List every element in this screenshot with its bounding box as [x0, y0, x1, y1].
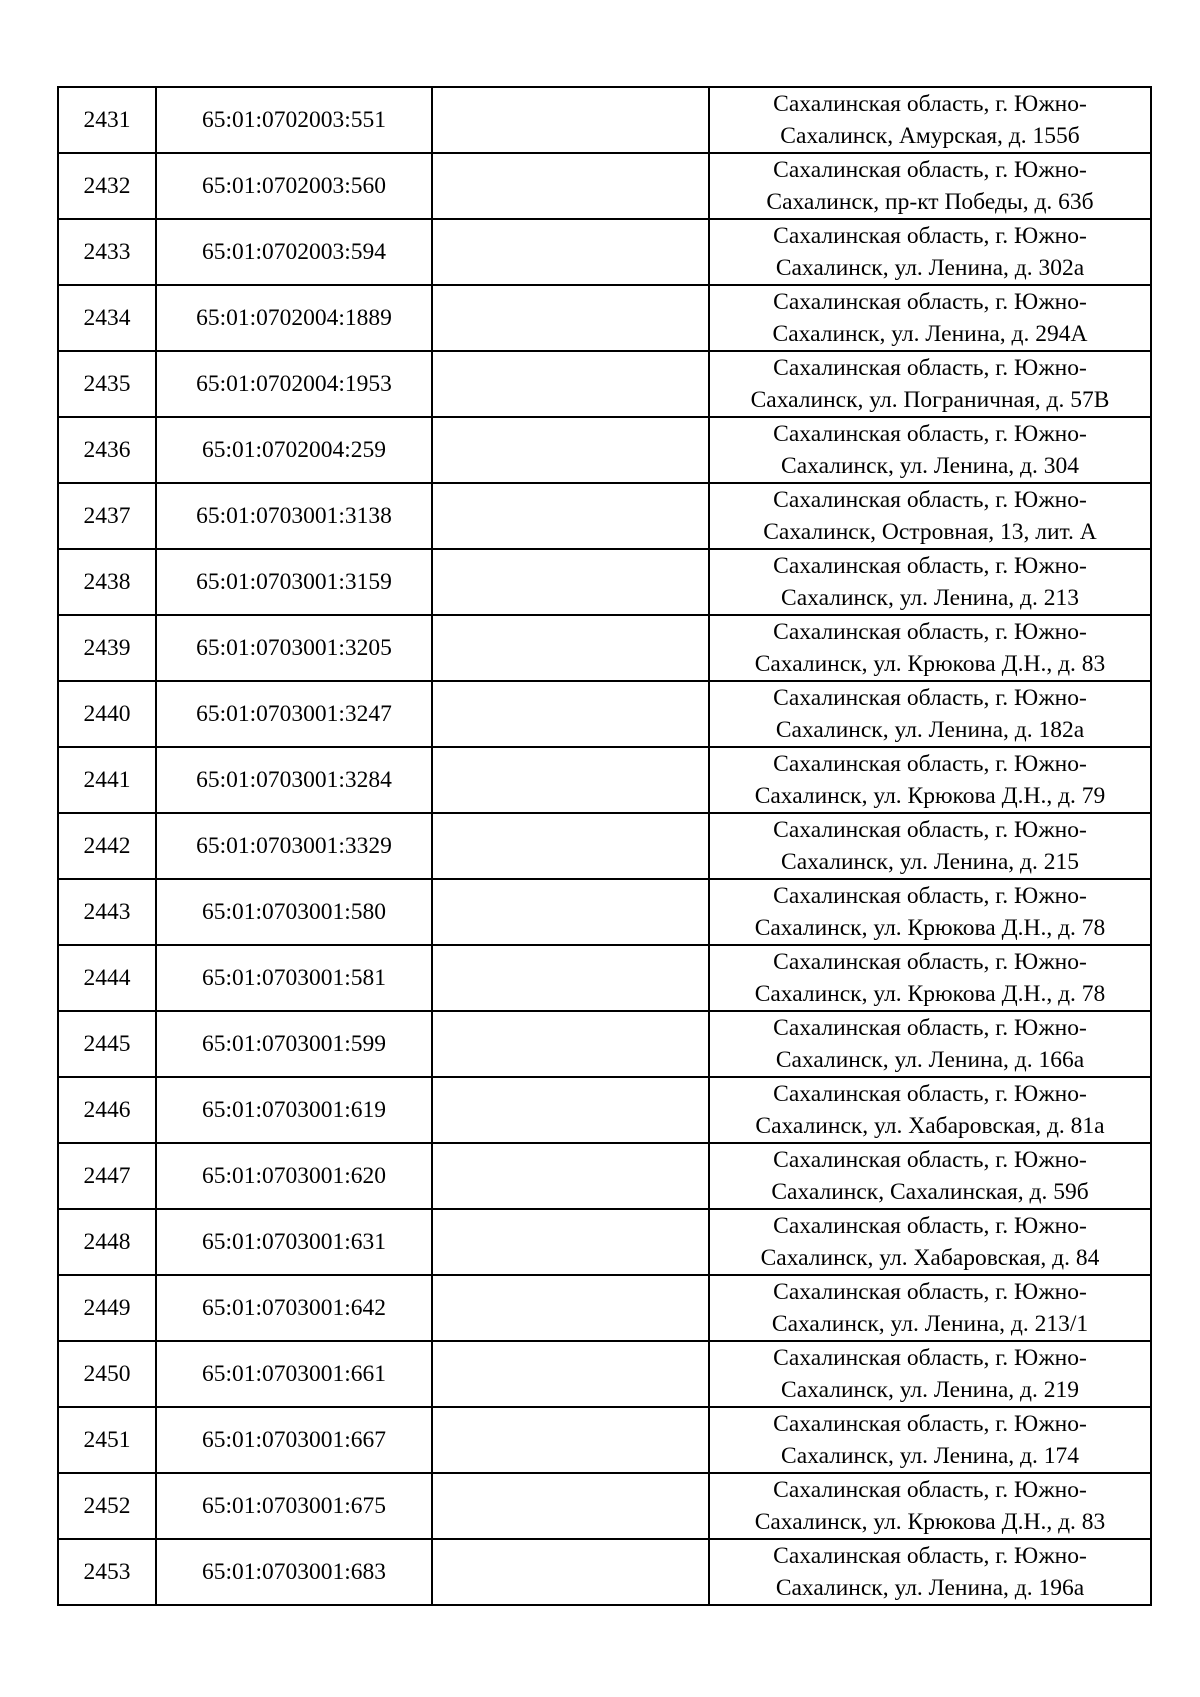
empty-cell	[432, 1341, 709, 1407]
empty-cell	[432, 879, 709, 945]
empty-cell	[432, 1077, 709, 1143]
address-line: Сахалинск, Сахалинская, д. 59б	[771, 1179, 1089, 1205]
row-number-cell: 2445	[58, 1011, 156, 1077]
address-line: Сахалинск, ул. Ленина, д. 213/1	[771, 1311, 1089, 1337]
row-number-cell: 2440	[58, 681, 156, 747]
row-number-cell: 2449	[58, 1275, 156, 1341]
empty-cell	[432, 1275, 709, 1341]
cadastral-number-cell: 65:01:0703001:675	[156, 1473, 432, 1539]
address-line: Сахалинская область, г. Южно-	[773, 751, 1087, 777]
address-line: Сахалинск, ул. Ленина, д. 196а	[775, 1575, 1085, 1601]
row-number-cell: 2431	[58, 87, 156, 153]
row-number-cell: 2432	[58, 153, 156, 219]
empty-cell	[432, 1011, 709, 1077]
row-number-cell: 2435	[58, 351, 156, 417]
address-line: Сахалинская область, г. Южно-	[773, 157, 1087, 183]
table-row	[58, 351, 1151, 417]
empty-cell	[432, 1143, 709, 1209]
row-number-cell: 2453	[58, 1539, 156, 1605]
address-line: Сахалинск, ул. Хабаровская, д. 84	[760, 1245, 1100, 1271]
cadastral-number-cell: 65:01:0702004:259	[156, 417, 432, 483]
row-number-cell: 2441	[58, 747, 156, 813]
address-line: Сахалинск, ул. Крюкова Д.Н., д. 79	[754, 783, 1106, 809]
address-line: Сахалинск, ул. Ленина, д. 182а	[775, 717, 1085, 743]
table-row	[58, 1341, 1151, 1407]
table-row	[58, 87, 1151, 153]
table-row	[58, 1473, 1151, 1539]
address-line: Сахалинск, ул. Ленина, д. 215	[781, 849, 1079, 875]
empty-cell	[432, 1473, 709, 1539]
cadastral-number-cell: 65:01:0703001:661	[156, 1341, 432, 1407]
address-line: Сахалинская область, г. Южно-	[773, 949, 1087, 975]
cadastral-number-cell: 65:01:0702003:560	[156, 153, 432, 219]
cadastral-number-cell: 65:01:0703001:581	[156, 945, 432, 1011]
address-cell	[709, 153, 1151, 219]
cadastral-number-cell: 65:01:0703001:631	[156, 1209, 432, 1275]
address-line: Сахалинск, ул. Пограничная, д. 57В	[750, 387, 1110, 413]
address-cell	[709, 219, 1151, 285]
address-cell	[709, 1407, 1151, 1473]
address-line: Сахалинск, пр-кт Победы, д. 63б	[766, 189, 1094, 215]
row-number-cell: 2442	[58, 813, 156, 879]
empty-cell	[432, 813, 709, 879]
table-row	[58, 1077, 1151, 1143]
address-line: Сахалинск, ул. Ленина, д. 213	[781, 585, 1079, 611]
cadastral-number-cell: 65:01:0703001:3159	[156, 549, 432, 615]
address-cell	[709, 1539, 1151, 1605]
cadastral-number-cell: 65:01:0703001:3247	[156, 681, 432, 747]
row-number-cell: 2444	[58, 945, 156, 1011]
empty-cell	[432, 1407, 709, 1473]
cadastral-number-cell: 65:01:0703001:620	[156, 1143, 432, 1209]
cadastral-number-cell: 65:01:0703001:3138	[156, 483, 432, 549]
row-number-cell: 2452	[58, 1473, 156, 1539]
empty-cell	[432, 1539, 709, 1605]
row-number-cell: 2447	[58, 1143, 156, 1209]
row-number-cell: 2439	[58, 615, 156, 681]
empty-cell	[432, 681, 709, 747]
cadastral-number-cell: 65:01:0703001:619	[156, 1077, 432, 1143]
empty-cell	[432, 945, 709, 1011]
address-line: Сахалинск, ул. Ленина, д. 304	[781, 453, 1079, 479]
address-line: Сахалинск, Островная, 13, лит. А	[763, 519, 1097, 545]
empty-cell	[432, 615, 709, 681]
empty-cell	[432, 417, 709, 483]
address-line: Сахалинская область, г. Южно-	[773, 223, 1087, 249]
address-line: Сахалинская область, г. Южно-	[773, 1477, 1087, 1503]
address-line: Сахалинская область, г. Южно-	[773, 1411, 1087, 1437]
address-line: Сахалинская область, г. Южно-	[773, 421, 1087, 447]
row-number-cell: 2446	[58, 1077, 156, 1143]
address-line: Сахалинск, Амурская, д. 155б	[780, 123, 1080, 149]
empty-cell	[432, 351, 709, 417]
address-cell	[709, 813, 1151, 879]
address-line: Сахалинск, ул. Крюкова Д.Н., д. 78	[754, 915, 1106, 941]
address-line: Сахалинская область, г. Южно-	[773, 487, 1087, 513]
property-table	[57, 86, 1152, 1606]
address-line: Сахалинская область, г. Южно-	[773, 355, 1087, 381]
address-line: Сахалинск, ул. Крюкова Д.Н., д. 78	[754, 981, 1106, 1007]
table-row	[58, 1011, 1151, 1077]
table-row	[58, 219, 1151, 285]
cadastral-number-cell: 65:01:0703001:3205	[156, 615, 432, 681]
address-line: Сахалинская область, г. Южно-	[773, 553, 1087, 579]
cadastral-number-cell: 65:01:0702004:1953	[156, 351, 432, 417]
address-cell	[709, 1209, 1151, 1275]
address-line: Сахалинск, ул. Крюкова Д.Н., д. 83	[754, 1509, 1106, 1535]
address-cell	[709, 1011, 1151, 1077]
address-cell	[709, 1077, 1151, 1143]
row-number-cell: 2438	[58, 549, 156, 615]
address-cell	[709, 1143, 1151, 1209]
address-line: Сахалинская область, г. Южно-	[773, 1213, 1087, 1239]
row-number-cell: 2443	[58, 879, 156, 945]
row-number-cell: 2434	[58, 285, 156, 351]
address-line: Сахалинск, ул. Ленина, д. 302а	[775, 255, 1085, 281]
address-line: Сахалинск, ул. Ленина, д. 166а	[775, 1047, 1085, 1073]
empty-cell	[432, 747, 709, 813]
property-table-body	[58, 87, 1151, 1605]
empty-cell	[432, 87, 709, 153]
empty-cell	[432, 219, 709, 285]
address-line: Сахалинская область, г. Южно-	[773, 685, 1087, 711]
address-cell	[709, 945, 1151, 1011]
address-line: Сахалинская область, г. Южно-	[773, 1015, 1087, 1041]
address-cell	[709, 1275, 1151, 1341]
row-number-cell: 2451	[58, 1407, 156, 1473]
table-row	[58, 549, 1151, 615]
cadastral-number-cell: 65:01:0703001:3329	[156, 813, 432, 879]
address-cell	[709, 1341, 1151, 1407]
cadastral-number-cell: 65:01:0702003:551	[156, 87, 432, 153]
table-row	[58, 681, 1151, 747]
address-cell	[709, 747, 1151, 813]
row-number-cell: 2450	[58, 1341, 156, 1407]
address-line: Сахалинская область, г. Южно-	[773, 289, 1087, 315]
table-row	[58, 483, 1151, 549]
address-line: Сахалинск, ул. Ленина, д. 294А	[772, 321, 1088, 347]
address-cell	[709, 681, 1151, 747]
address-cell	[709, 417, 1151, 483]
address-line: Сахалинская область, г. Южно-	[773, 817, 1087, 843]
address-line: Сахалинская область, г. Южно-	[773, 91, 1087, 117]
address-cell	[709, 483, 1151, 549]
address-line: Сахалинская область, г. Южно-	[773, 1345, 1087, 1371]
table-row	[58, 945, 1151, 1011]
address-cell	[709, 87, 1151, 153]
address-line: Сахалинская область, г. Южно-	[773, 1543, 1087, 1569]
table-row	[58, 1143, 1151, 1209]
cadastral-number-cell: 65:01:0703001:3284	[156, 747, 432, 813]
cadastral-number-cell: 65:01:0702003:594	[156, 219, 432, 285]
table-row	[58, 1209, 1151, 1275]
cadastral-number-cell: 65:01:0703001:642	[156, 1275, 432, 1341]
empty-cell	[432, 483, 709, 549]
cadastral-number-cell: 65:01:0703001:667	[156, 1407, 432, 1473]
row-number-cell: 2448	[58, 1209, 156, 1275]
table-row	[58, 1275, 1151, 1341]
address-line: Сахалинск, ул. Ленина, д. 219	[781, 1377, 1079, 1403]
cadastral-number-cell: 65:01:0702004:1889	[156, 285, 432, 351]
address-cell	[709, 285, 1151, 351]
row-number-cell: 2437	[58, 483, 156, 549]
address-line: Сахалинская область, г. Южно-	[773, 1147, 1087, 1173]
table-row	[58, 747, 1151, 813]
table-row	[58, 879, 1151, 945]
address-line: Сахалинск, ул. Хабаровская, д. 81а	[755, 1113, 1105, 1139]
empty-cell	[432, 153, 709, 219]
address-cell	[709, 549, 1151, 615]
address-cell	[709, 879, 1151, 945]
row-number-cell: 2436	[58, 417, 156, 483]
empty-cell	[432, 549, 709, 615]
address-line: Сахалинская область, г. Южно-	[773, 883, 1087, 909]
address-line: Сахалинская область, г. Южно-	[773, 1279, 1087, 1305]
table-row	[58, 1539, 1151, 1605]
cadastral-number-cell: 65:01:0703001:599	[156, 1011, 432, 1077]
table-row	[58, 285, 1151, 351]
table-row	[58, 813, 1151, 879]
empty-cell	[432, 285, 709, 351]
address-cell	[709, 351, 1151, 417]
row-number-cell: 2433	[58, 219, 156, 285]
address-line: Сахалинская область, г. Южно-	[773, 619, 1087, 645]
address-line: Сахалинск, ул. Ленина, д. 174	[781, 1443, 1079, 1469]
address-cell	[709, 615, 1151, 681]
address-cell	[709, 1473, 1151, 1539]
address-line: Сахалинская область, г. Южно-	[773, 1081, 1087, 1107]
address-line: Сахалинск, ул. Крюкова Д.Н., д. 83	[754, 651, 1106, 677]
table-row	[58, 153, 1151, 219]
empty-cell	[432, 1209, 709, 1275]
table-row	[58, 417, 1151, 483]
table-row	[58, 615, 1151, 681]
cadastral-number-cell: 65:01:0703001:580	[156, 879, 432, 945]
cadastral-number-cell: 65:01:0703001:683	[156, 1539, 432, 1605]
table-row	[58, 1407, 1151, 1473]
